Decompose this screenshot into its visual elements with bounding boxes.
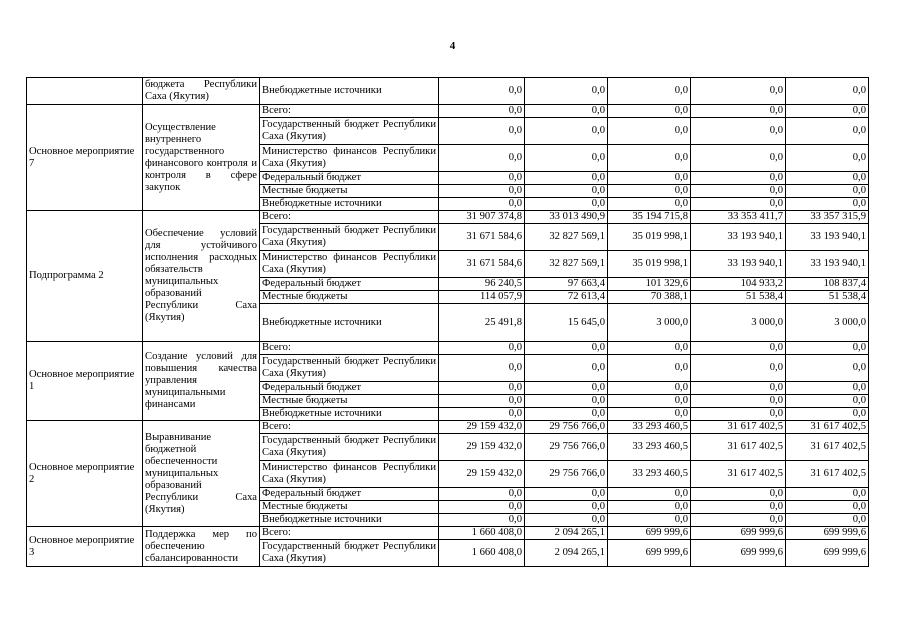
value-cell-year-2: 29 756 766,0 [525,434,608,461]
value-cell-year-5: 108 837,4 [786,278,869,291]
table-row [27,342,869,355]
value-cell-year-5: 0,0 [786,408,869,421]
value-cell-year-4: 31 617 402,5 [691,434,786,461]
value-cell-year-3: 0,0 [608,382,691,395]
value-cell-year-3: 0,0 [608,514,691,527]
value-cell-year-4: 31 617 402,5 [691,461,786,488]
value-cell-year-1: 0,0 [439,382,525,395]
value-cell-year-4: 3 000,0 [691,304,786,342]
value-cell-year-4: 0,0 [691,382,786,395]
funding-source-cell: Всего: [260,342,439,355]
value-cell-year-5: 0,0 [786,118,869,145]
program-cell: Основное мероприятие 2 [27,421,143,527]
value-cell-year-3: 0,0 [608,172,691,185]
value-cell-year-5: 33 193 940,1 [786,224,869,251]
value-cell-year-3: 0,0 [608,198,691,211]
funding-source-cell: Государственный бюджет Республики Саха (Якутия) [260,118,439,145]
value-cell-year-3: 0,0 [608,185,691,198]
value-cell-year-1: 31 671 584,6 [439,224,525,251]
value-cell-year-5: 0,0 [786,342,869,355]
funding-source-cell: Всего: [260,211,439,224]
value-cell-year-4: 0,0 [691,105,786,118]
value-cell-year-5: 31 617 402,5 [786,434,869,461]
funding-source-cell: Федеральный бюджет [260,172,439,185]
description-cell: Обеспечение условий для устойчивого исполнения расходных обязательств муниципальных образований Республики Саха (Якутия) [143,211,260,342]
value-cell-year-3: 0,0 [608,118,691,145]
value-cell-year-1: 0,0 [439,501,525,514]
value-cell-year-2: 29 756 766,0 [525,461,608,488]
value-cell-year-2: 0,0 [525,198,608,211]
value-cell-year-4: 33 193 940,1 [691,251,786,278]
value-cell-year-5: 31 617 402,5 [786,461,869,488]
value-cell-year-1: 0,0 [439,408,525,421]
funding-source-cell: Государственный бюджет Республики Саха (Якутия) [260,355,439,382]
value-cell-year-1: 0,0 [439,395,525,408]
funding-source-cell: Министерство финансов Республики Саха (Якутия) [260,145,439,172]
value-cell-year-3: 0,0 [608,408,691,421]
budget-table [26,77,869,567]
funding-source-cell: Министерство финансов Республики Саха (Якутия) [260,251,439,278]
value-cell-year-5: 0,0 [786,185,869,198]
value-cell-year-1: 31 671 584,6 [439,251,525,278]
value-cell-year-3: 0,0 [608,395,691,408]
value-cell-year-5: 3 000,0 [786,304,869,342]
table-row [27,527,869,540]
value-cell-year-3: 33 293 460,5 [608,461,691,488]
funding-source-cell: Местные бюджеты [260,185,439,198]
value-cell-year-1: 31 907 374,8 [439,211,525,224]
value-cell-year-4: 51 538,4 [691,291,786,304]
value-cell-year-2: 29 756 766,0 [525,421,608,434]
value-cell-year-2: 0,0 [525,78,608,105]
value-cell-year-4: 0,0 [691,185,786,198]
value-cell-year-5: 0,0 [786,172,869,185]
funding-source-cell: Министерство финансов Республики Саха (Якутия) [260,461,439,488]
table-row [27,105,869,118]
value-cell-year-4: 31 617 402,5 [691,421,786,434]
value-cell-year-1: 114 057,9 [439,291,525,304]
value-cell-year-2: 2 094 265,1 [525,540,608,567]
description-cell: бюджета Республики Саха (Якутия) [143,78,260,105]
value-cell-year-2: 0,0 [525,488,608,501]
value-cell-year-4: 0,0 [691,408,786,421]
program-cell: Основное мероприятие 1 [27,342,143,421]
value-cell-year-5: 31 617 402,5 [786,421,869,434]
value-cell-year-3: 0,0 [608,355,691,382]
value-cell-year-4: 0,0 [691,145,786,172]
value-cell-year-4: 699 999,6 [691,527,786,540]
value-cell-year-1: 25 491,8 [439,304,525,342]
value-cell-year-2: 0,0 [525,185,608,198]
value-cell-year-1: 0,0 [439,355,525,382]
value-cell-year-3: 35 194 715,8 [608,211,691,224]
funding-source-cell: Государственный бюджет Республики Саха (Якутия) [260,540,439,567]
value-cell-year-5: 33 357 315,9 [786,211,869,224]
value-cell-year-3: 33 293 460,5 [608,421,691,434]
table-row [27,421,869,434]
value-cell-year-3: 699 999,6 [608,527,691,540]
value-cell-year-4: 699 999,6 [691,540,786,567]
value-cell-year-5: 0,0 [786,488,869,501]
funding-source-cell: Местные бюджеты [260,501,439,514]
funding-source-cell: Внебюджетные источники [260,304,439,342]
description-cell: Осуществление внутреннего государственного финансового контроля и контроля в сфере закупок [143,105,260,211]
value-cell-year-2: 0,0 [525,145,608,172]
value-cell-year-4: 104 933,2 [691,278,786,291]
funding-source-cell: Федеральный бюджет [260,278,439,291]
value-cell-year-5: 0,0 [786,395,869,408]
value-cell-year-2: 0,0 [525,514,608,527]
value-cell-year-5: 0,0 [786,514,869,527]
value-cell-year-1: 96 240,5 [439,278,525,291]
value-cell-year-4: 0,0 [691,501,786,514]
value-cell-year-2: 0,0 [525,118,608,145]
value-cell-year-4: 0,0 [691,355,786,382]
value-cell-year-2: 0,0 [525,342,608,355]
value-cell-year-5: 0,0 [786,501,869,514]
value-cell-year-2: 72 613,4 [525,291,608,304]
funding-source-cell: Федеральный бюджет [260,382,439,395]
value-cell-year-1: 0,0 [439,105,525,118]
value-cell-year-3: 0,0 [608,488,691,501]
value-cell-year-1: 0,0 [439,185,525,198]
value-cell-year-2: 0,0 [525,172,608,185]
value-cell-year-5: 51 538,4 [786,291,869,304]
value-cell-year-4: 33 353 411,7 [691,211,786,224]
value-cell-year-2: 32 827 569,1 [525,224,608,251]
value-cell-year-5: 0,0 [786,355,869,382]
value-cell-year-2: 33 013 490,9 [525,211,608,224]
value-cell-year-4: 0,0 [691,514,786,527]
funding-source-cell: Всего: [260,527,439,540]
value-cell-year-1: 0,0 [439,488,525,501]
value-cell-year-4: 0,0 [691,198,786,211]
value-cell-year-1: 0,0 [439,145,525,172]
value-cell-year-5: 699 999,6 [786,540,869,567]
value-cell-year-1: 29 159 432,0 [439,434,525,461]
value-cell-year-1: 0,0 [439,78,525,105]
value-cell-year-1: 0,0 [439,172,525,185]
budget-table-body [27,78,869,567]
value-cell-year-3: 0,0 [608,342,691,355]
value-cell-year-5: 0,0 [786,105,869,118]
value-cell-year-4: 33 193 940,1 [691,224,786,251]
value-cell-year-2: 0,0 [525,355,608,382]
value-cell-year-3: 101 329,6 [608,278,691,291]
value-cell-year-2: 15 645,0 [525,304,608,342]
funding-source-cell: Внебюджетные источники [260,514,439,527]
value-cell-year-2: 97 663,4 [525,278,608,291]
value-cell-year-5: 0,0 [786,78,869,105]
description-cell: Создание условий для повышения качества управления муниципальными финансами [143,342,260,421]
value-cell-year-3: 35 019 998,1 [608,251,691,278]
value-cell-year-3: 35 019 998,1 [608,224,691,251]
value-cell-year-5: 699 999,6 [786,527,869,540]
funding-source-cell: Внебюджетные источники [260,78,439,105]
funding-source-cell: Федеральный бюджет [260,488,439,501]
table-row [27,78,869,105]
value-cell-year-3: 699 999,6 [608,540,691,567]
value-cell-year-2: 32 827 569,1 [525,251,608,278]
value-cell-year-2: 0,0 [525,105,608,118]
value-cell-year-5: 33 193 940,1 [786,251,869,278]
program-cell: Основное мероприятие 7 [27,105,143,211]
value-cell-year-2: 0,0 [525,395,608,408]
value-cell-year-1: 1 660 408,0 [439,540,525,567]
funding-source-cell: Местные бюджеты [260,395,439,408]
value-cell-year-4: 0,0 [691,488,786,501]
page-number: 4 [449,40,456,52]
funding-source-cell: Внебюджетные источники [260,408,439,421]
funding-source-cell: Всего: [260,105,439,118]
value-cell-year-5: 0,0 [786,382,869,395]
value-cell-year-1: 29 159 432,0 [439,421,525,434]
program-cell: Подпрограмма 2 [27,211,143,342]
description-cell: Поддержка мер по обеспечению сбалансированности [143,527,260,567]
value-cell-year-3: 3 000,0 [608,304,691,342]
funding-source-cell: Всего: [260,421,439,434]
value-cell-year-2: 0,0 [525,501,608,514]
funding-source-cell: Государственный бюджет Республики Саха (Якутия) [260,434,439,461]
value-cell-year-4: 0,0 [691,395,786,408]
value-cell-year-1: 0,0 [439,342,525,355]
funding-source-cell: Внебюджетные источники [260,198,439,211]
description-cell: Выравнивание бюджетной обеспеченности муниципальных образований Республики Саха (Якутия) [143,421,260,527]
value-cell-year-3: 33 293 460,5 [608,434,691,461]
value-cell-year-3: 0,0 [608,105,691,118]
value-cell-year-2: 0,0 [525,382,608,395]
value-cell-year-4: 0,0 [691,118,786,145]
value-cell-year-4: 0,0 [691,172,786,185]
value-cell-year-5: 0,0 [786,145,869,172]
value-cell-year-4: 0,0 [691,78,786,105]
funding-source-cell: Государственный бюджет Республики Саха (Якутия) [260,224,439,251]
funding-source-cell: Местные бюджеты [260,291,439,304]
value-cell-year-2: 0,0 [525,408,608,421]
value-cell-year-3: 70 388,1 [608,291,691,304]
program-cell: Основное мероприятие 3 [27,527,143,567]
table-row [27,211,869,224]
value-cell-year-4: 0,0 [691,342,786,355]
value-cell-year-3: 0,0 [608,501,691,514]
value-cell-year-1: 0,0 [439,118,525,145]
value-cell-year-2: 2 094 265,1 [525,527,608,540]
program-cell [27,78,143,105]
value-cell-year-1: 0,0 [439,514,525,527]
value-cell-year-1: 1 660 408,0 [439,527,525,540]
value-cell-year-5: 0,0 [786,198,869,211]
value-cell-year-3: 0,0 [608,145,691,172]
value-cell-year-1: 29 159 432,0 [439,461,525,488]
value-cell-year-3: 0,0 [608,78,691,105]
value-cell-year-1: 0,0 [439,198,525,211]
